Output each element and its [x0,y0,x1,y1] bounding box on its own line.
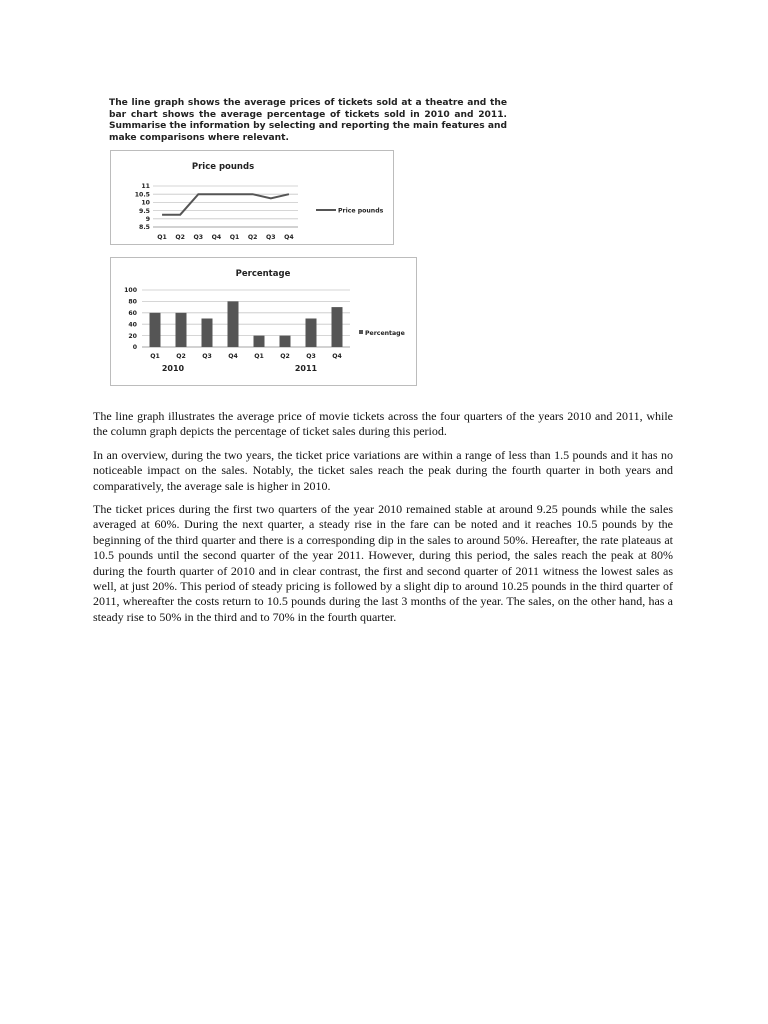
essay-paragraph-1: The line graph illustrates the average price of movie tickets across the four quarters of the years 2010 and 2011, while the column graph depicts the percentage of ticket sales during this period. [93,409,673,439]
line-y-tick-label: 10.5 [134,191,150,199]
bar [254,336,265,347]
line-x-tick-label: Q4 [211,234,222,241]
bar-y-tick-label: 20 [128,332,137,340]
bar-x-tick-label: Q2 [176,353,186,360]
line-chart-title: Price pounds [191,162,255,172]
bar-chart [110,257,417,386]
line-x-tick-label: Q3 [193,234,204,241]
bar-x-tick-label: Q3 [202,353,212,360]
bar-x-tick-label: Q3 [306,353,316,360]
task-prompt: The line graph shows the average prices of tickets sold at a theatre and the bar chart shows the average percentage of tickets sold in 2010 and 2011. Summarise the information by selecting and reporting the main features and make comparisons where relevant. [109,98,507,143]
bar-y-tick-label: 100 [124,287,137,295]
bar [228,301,239,347]
line-x-tick-label: Q1 [229,234,240,241]
line-x-tick-label: Q2 [247,234,258,241]
bar [176,313,187,347]
line-y-tick-label: 10 [141,199,150,207]
price-line [162,194,289,215]
bar-chart-title: Percentage [235,269,291,279]
bar-legend-label: Percentage [365,330,405,337]
bar-x-tick-label: Q4 [332,353,342,360]
line-x-tick-label: Q2 [175,234,185,241]
line-y-tick-label: 9 [145,216,150,223]
group-label-2011: 2011 [294,364,318,373]
bar-y-tick-label: 80 [128,298,137,306]
bar-y-tick-label: 0 [132,344,137,352]
bar-legend-swatch [359,330,363,334]
bar-y-tick-label: 60 [128,310,137,317]
line-y-tick-label: 8.5 [139,224,150,232]
group-label-2010: 2010 [161,364,185,373]
line-y-tick-label: 11 [141,183,150,191]
line-x-tick-label: Q4 [284,234,294,241]
bar-x-tick-label: Q1 [150,353,160,360]
bar [202,319,213,348]
bar-x-tick-label: Q1 [254,353,264,360]
line-y-tick-label: 9.5 [139,207,150,215]
line-x-tick-label: Q1 [157,234,167,241]
essay-paragraph-2: In an overview, during the two years, the ticket price variations are within a range of less than 1.5 pounds and it has no noticeable impact on the sales. Notably, the ticket sales reach the peak during the fourth quarter in both years and comparatively, the average sale is higher in 2010. [93,447,673,493]
bar [306,319,317,348]
bar [150,313,161,347]
bar-x-tick-label: Q4 [228,353,238,360]
bar-y-tick-label: 40 [128,321,137,329]
line-chart [110,150,394,245]
line-legend-label: Price pounds [338,207,384,215]
bar [280,336,291,347]
bar-x-tick-label: Q2 [280,353,290,360]
essay-paragraph-3: The ticket prices during the first two quarters of the year 2010 remained stable at around 9.25 pounds while the sales averaged at 60%. During the next quarter, a steady rise in the fare can be noted and it reaches 10.5 pounds by the beginning of the third quarter and there is a corresponding dip in the sales to around 50%. Hereafter, the rate plateaus at 10.5 pounds until the second quarter of the year 2011. However, during this period, the sales reach the peak at 80% during the fourth quarter of 2010 and in clear contrast, the first and second quarter of 2011 witness the lowest sales as well, at just 20%. This period of steady pricing is followed by a slight dip to around 10.25 pounds in the third quarter of 2011, whereafter the costs return to 10.5 pounds during the last 3 months of the year. The sales, on the other hand, has a steady rise to 50% in the third and to 70% in the fourth quarter. [93,502,673,624]
line-x-tick-label: Q3 [266,234,276,241]
essay [93,409,673,633]
bar [332,307,343,347]
